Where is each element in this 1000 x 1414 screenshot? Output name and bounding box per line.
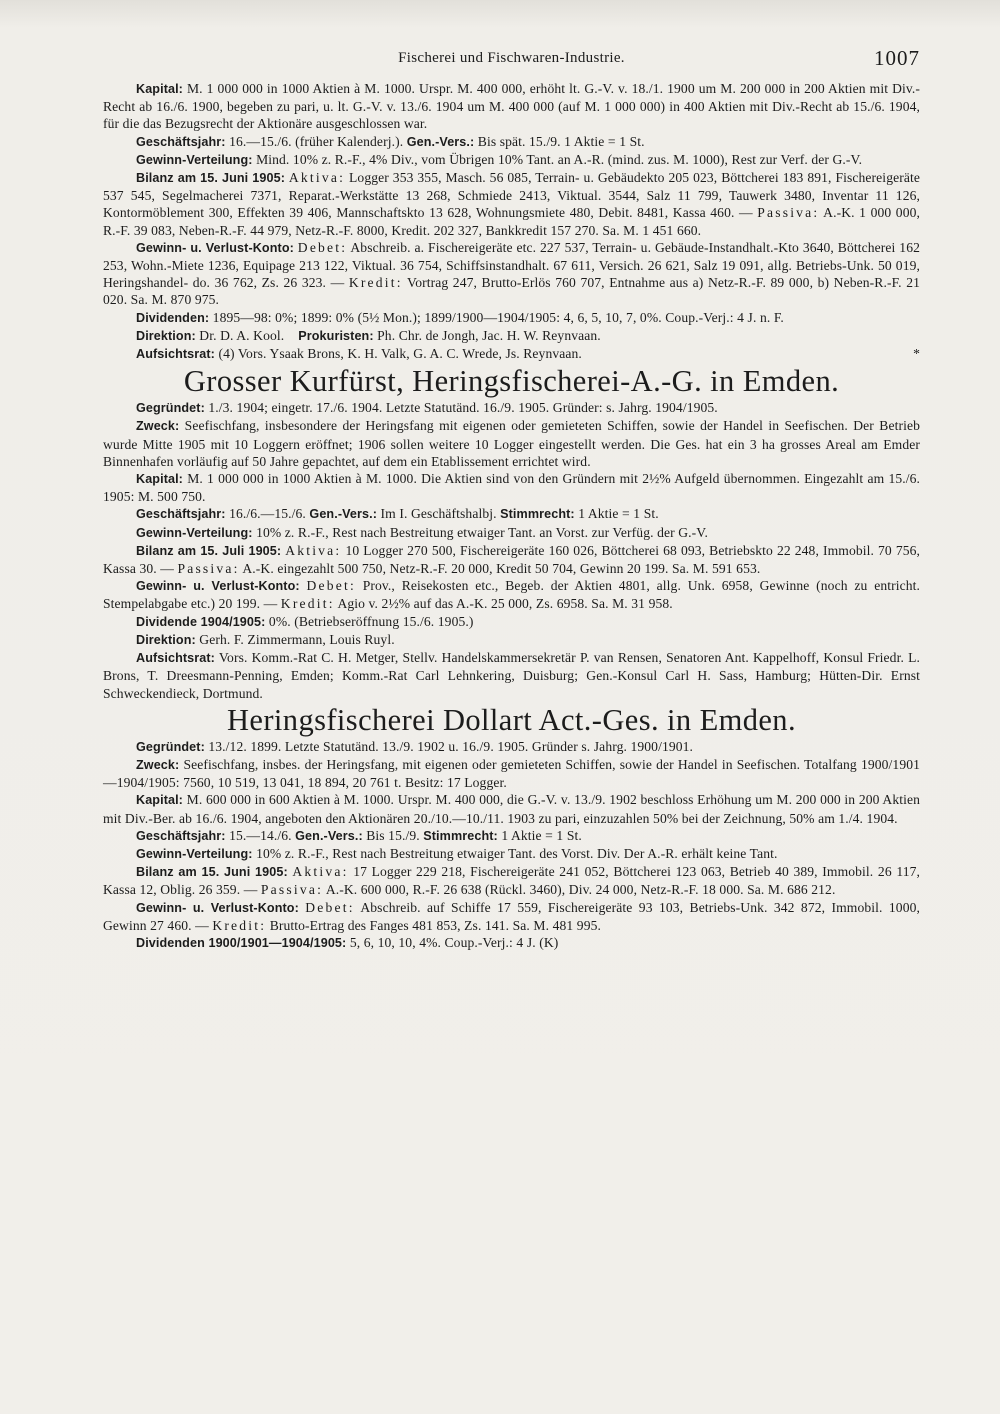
gen-vers-label: Gen.-Vers.: — [406, 134, 475, 149]
bilanz-label: Bilanz am 15. Juni 1905: — [136, 865, 288, 880]
prokuristen-text: Ph. Chr. de Jongh, Jac. H. W. Reynvaan. — [377, 327, 601, 343]
gewinn-verlust-paragraph — [103, 899, 920, 934]
passiva-word: Passiva: — [260, 882, 324, 898]
zweck-text: Seefischfang, insbes. der Heringsfang, mit eigenen oder gemieteten Schiffen, sowie der Handel in Seefischen. Totalfang 1900/1901—1904/1905: 7560, 10 519, 13 041, 18 894, 20 761 t. Besitz: 17 Logger. — [103, 756, 921, 791]
guv-kredit-text: Agio v. 2½% auf das A.-K. 25 000, Zs. 6958. Sa. M. 31 958. — [337, 596, 673, 612]
guv-debet-text: Abschreib. a. Fischereigeräte etc. 227 537, Terrain- u. Gebäude-Instandhalt.-Kto 3640, Böttcherei 162 253, Wohn.-Miete 1236, Equipage 213 122, Viktual. 36 754, Schiffsinstandhalt. 67 611, Versich. 26 621, Salz 19 091, allg. Betriebs-Unk. 50 019, Heringshandel- do. 36 762, Zs. 26 323. — — [103, 239, 920, 291]
guv-debet-text: Prov., Reisekosten etc., Begeb. der Aktien 4801, allg. Unk. 6958, Gewinne (noch zu entricht. Stempelabgabe etc.) 20 199. — — [103, 578, 921, 612]
kapital-paragraph — [103, 791, 920, 826]
entry-dollart — [103, 738, 920, 952]
stimmrecht-label: Stimmrecht: — [423, 828, 498, 843]
aufsichtsrat-text: (4) Vors. Ysaak Brons, K. H. Valk, G. A. C. Wrede, Js. Reynvaan. — [218, 346, 582, 362]
geschaeftsjahr-paragraph — [103, 827, 920, 845]
guv-kredit-text: Vortrag 247, Brutto-Erlös 760 707, Entnahme aus a) Netz-R.-F. 89 000, b) Neben-R.-F. 21 020. Sa. M. 870 975. — [103, 275, 920, 308]
zweck-label: Zweck: — [136, 757, 180, 772]
gen-vers-text: Bis 15./9. — [366, 827, 420, 843]
bilanz-aktiva-text: 17 Logger 229 218, Fischereigeräte 241 052, Böttcherei 123 063, Betrieb 40 389, Immobil. 26 117, Kassa 12, Oblig. 26 359. — — [103, 864, 921, 898]
gegruendet-text: 13./12. 1899. Letzte Statutänd. 13./9. 1902 u. 16./9. 1905. Gründer s. Jahrg. 1900/1901. — [208, 738, 694, 754]
dividenden-text: 1895—98: 0%; 1899: 0% (5½ Mon.); 1899/1900—1904/1905: 4, 6, 5, 10, 7, 0%. Coup.-Verj.: 4 J. n. F. — [212, 309, 784, 325]
gewinn-verteilung-text: Mind. 10% z. R.-F., 4% Div., vom Übrigen 10% Tant. an A.-R. (mind. zus. M. 1000), Rest zur Verf. der G.-V. — [256, 151, 863, 167]
gen-vers-label: Gen.-Vers.: — [295, 828, 363, 843]
bilanz-aktiva-text: 10 Logger 270 500, Fischereigeräte 160 026, Böttcherei 68 093, Betriebskto 22 248, Immobil. 70 756, Kassa 30. — — [103, 542, 921, 577]
dividenden-text: 5, 6, 10, 10, 4%. Coup.-Verj.: 4 J. (K) — [349, 934, 559, 950]
aktiva-word: Aktiva: — [285, 542, 342, 558]
running-title: Fischerei und Fischwaren-Industrie. — [398, 50, 625, 66]
geschaeftsjahr-paragraph — [103, 133, 920, 151]
gegruendet-label: Gegründet: — [136, 401, 205, 416]
stimmrecht-label: Stimmrecht: — [500, 507, 575, 522]
company-heading: Heringsfischerei Dollart Act.-Ges. in Emden. — [227, 702, 796, 737]
gen-vers-text: Im I. Geschäftshalbj. — [380, 506, 497, 522]
aktiva-word: Aktiva: — [288, 170, 346, 186]
bilanz-paragraph — [103, 542, 920, 577]
direktion-label: Direktion: — [136, 632, 196, 647]
kredit-word: Kredit: — [212, 917, 267, 933]
gegruendet-paragraph — [103, 738, 920, 756]
geschaeftsjahr-label: Geschäftsjahr: — [136, 828, 226, 843]
kapital-label: Kapital: — [136, 793, 183, 808]
entry-grosser-kurfuerst — [103, 399, 920, 701]
dividenden-label: Dividenden: — [136, 310, 210, 325]
gewinn-verteilung-paragraph — [103, 524, 920, 542]
gewinn-verlust-label: Gewinn- u. Verlust-Konto: — [136, 900, 299, 915]
gewinn-verlust-paragraph — [103, 239, 920, 309]
dividenden-paragraph — [103, 934, 920, 952]
direktion-text: Gerh. F. Zimmermann, Louis Ruyl. — [199, 631, 395, 647]
gewinn-verlust-label: Gewinn- u. Verlust-Konto: — [136, 579, 300, 594]
gen-vers-label: Gen.-Vers.: — [309, 507, 378, 522]
aktiva-word: Aktiva: — [292, 864, 349, 880]
kredit-word: Kredit: — [348, 275, 403, 291]
gewinn-verteilung-text: 10% z. R.-F., Rest nach Bestreitung etwaiger Tant. des Vorst. Div. Der A.-R. erhält keine Tant. — [256, 845, 778, 861]
geschaeftsjahr-label: Geschäftsjahr: — [136, 134, 226, 149]
bilanz-aktiva-text: Logger 353 355, Masch. 56 085, Terrain- u. Gebäudekto 205 023, Böttcherei 183 891, Fischereigeräte 537 545, Segelmacherei 7371, Reparat.-Werkstätte 13 268, Schmiede 2413, Viktual. 3544, Salz 11 799, Tauwerk 3480, Inventar 11 126, Kontormöblement 300, Effekten 39 406, Mannschaftskto 13 628, Wohnungsmiete 480, Debit. 8481, Kassa 460. — — [103, 170, 920, 221]
passiva-word: Passiva: — [757, 205, 820, 221]
geschaeftsjahr-text: 16./6.—15./6. — [229, 506, 306, 522]
kapital-paragraph — [103, 80, 920, 133]
bilanz-label: Bilanz am 15. Juni 1905: — [136, 171, 285, 186]
page-number: 1007 — [874, 46, 920, 70]
gewinn-verteilung-text: 10% z. R.-F., Rest nach Bestreitung etwaiger Tant. an Vorst. zur Verfüg. der G.-V. — [256, 524, 708, 540]
direktion-paragraph — [103, 327, 920, 345]
dividende-label: Dividende 1904/1905: — [136, 614, 266, 629]
aufsichtsrat-paragraph — [103, 345, 920, 363]
direktion-text: Dr. D. A. Kool. — [199, 327, 285, 343]
gegruendet-label: Gegründet: — [136, 739, 205, 754]
gewinn-verlust-label: Gewinn- u. Verlust-Konto: — [136, 240, 294, 255]
asterisk-mark: * — [913, 346, 920, 362]
dividenden-label: Dividenden 1900/1901—1904/1905: — [136, 935, 347, 950]
gewinn-verteilung-label: Gewinn-Verteilung: — [136, 525, 253, 540]
guv-kredit-text: Brutto-Ertrag des Fanges 481 853, Zs. 141. Sa. M. 481 995. — [269, 917, 601, 933]
gewinn-verteilung-paragraph — [103, 845, 920, 863]
geschaeftsjahr-paragraph — [103, 505, 920, 523]
kredit-word: Kredit: — [280, 596, 335, 612]
zweck-paragraph — [103, 417, 920, 470]
gegruendet-text: 1./3. 1904; eingetr. 17./6. 1904. Letzte Statutänd. 16./9. 1905. Gründer: s. Jahrg. 1904/1905. — [208, 400, 718, 416]
stimmrecht-text: 1 Aktie = 1 St. — [501, 827, 582, 843]
company-heading: Grosser Kurfürst, Heringsfischerei-A.-G. in Emden. — [183, 364, 840, 399]
kapital-label: Kapital: — [136, 472, 183, 487]
zweck-paragraph — [103, 756, 920, 791]
passiva-word: Passiva: — [177, 561, 240, 577]
bilanz-paragraph — [103, 863, 920, 898]
bilanz-paragraph — [103, 169, 920, 239]
debet-word: Debet: — [297, 239, 348, 255]
zweck-label: Zweck: — [136, 419, 180, 434]
debet-word: Debet: — [305, 899, 355, 915]
kapital-paragraph — [103, 470, 920, 505]
dividenden-paragraph — [103, 309, 920, 327]
aufsichtsrat-paragraph — [103, 649, 920, 702]
direktion-paragraph — [103, 631, 920, 649]
gewinn-verlust-paragraph — [103, 577, 920, 612]
stimmrecht-text: 1 Aktie = 1 St. — [578, 506, 659, 522]
kapital-text: M. 1 000 000 in 1000 Aktien à M. 1000. Die Aktien sind von den Gründern mit 2½% Aufgeld übernommen. Eingezahlt am 15./6. 1905: M. 500 750. — [103, 471, 921, 505]
geschaeftsjahr-text: 15.—14./6. — [229, 827, 292, 843]
geschaeftsjahr-label: Geschäftsjahr: — [136, 507, 226, 522]
aufsichtsrat-label: Aufsichtsrat: — [136, 651, 215, 666]
zweck-text: Seefischfang, insbesondere der Heringsfang mit eigenen oder gemieteten Schiffen, sowie der Handel in Seefischen. Der Betrieb wurde Mitte 1905 mit 10 Loggern eröffnet; 1906 sollen weitere 10 Logger eingestellt werden. Die Ges. hat ein 3 ha grosses Areal am Emder Binnenhafen vorläufig auf 50 Jahre gepachtet, auf dem ein Etablissement errichtet wird. — [103, 418, 920, 469]
bilanz-passiva-text: A.-K. 600 000, R.-F. 26 638 (Rückl. 3460), Div. 24 000, Netz-R.-F. 18 000. Sa. M. 686 212. — [325, 882, 836, 898]
bilanz-label: Bilanz am 15. Juli 1905: — [136, 543, 282, 558]
gewinn-verteilung-label: Gewinn-Verteilung: — [136, 152, 253, 167]
bilanz-passiva-text: A.-K. eingezahlt 500 750, Netz-R.-F. 20 000, Kredit 50 704, Gewinn 20 199. Sa. M. 591 653. — [242, 561, 761, 577]
running-head — [103, 46, 920, 80]
kapital-text: M. 600 000 in 600 Aktien à M. 1000. Urspr. M. 400 000, die G.-V. v. 13./9. 1902 beschloss Erhöhung um M. 200 000 in 200 Aktien mit Div.-Ber. ab 16./6. 1904, angeboten den Aktionären 20./10.—10./11. 1903 zu pari, einzuzahlen 50% bei der Zeichnung, 50% am 1./4. 1904. — [103, 792, 921, 826]
aufsichtsrat-text: Vors. Komm.-Rat C. H. Metger, Stellv. Handelskammersekretär P. van Rensen, Senatoren Ant. Kappelhoff, Konsul Friedr. L. Brons, T. Dreesmann-Penning, Emden; Komm.-Rat Carl Lehnkering, Duisburg; Gen.-Konsul Carl H. Sass, Hamburg; Hütten-Dir. Ernst Schweckendieck, Dortmund. — [103, 650, 920, 701]
gegruendet-paragraph — [103, 399, 920, 417]
guv-debet-text: Abschreib. auf Schiffe 17 559, Fischereigeräte 93 103, Betriebs-Unk. 342 872, Immobil. 1000, Gewinn 27 460. — — [103, 899, 920, 933]
direktion-label: Direktion: — [136, 328, 196, 343]
kapital-label: Kapital: — [136, 82, 183, 96]
gewinn-verteilung-label: Gewinn-Verteilung: — [136, 846, 253, 861]
prokuristen-label: Prokuristen: — [298, 328, 374, 343]
gen-vers-text: Bis spät. 15./9. 1 Aktie = 1 St. — [477, 133, 645, 149]
gewinn-verteilung-paragraph — [103, 151, 920, 169]
entry-continued — [103, 80, 920, 363]
dividende-paragraph — [103, 613, 920, 631]
dividende-text: 0%. (Betriebseröffnung 15./6. 1905.) — [268, 613, 474, 629]
geschaeftsjahr-text: 16.—15./6. (früher Kalenderj.). — [229, 133, 404, 149]
aufsichtsrat-label: Aufsichtsrat: — [136, 347, 215, 362]
bilanz-passiva-text: A.-K. 1 000 000, R.-F. 39 083, Neben-R.-F. 44 979, Netz-R.-F. 8000, Kredit. 202 327, Bankkredit 157 270. Sa. M. 1 451 660. — [103, 205, 920, 238]
kapital-text: M. 1 000 000 in 1000 Aktien à M. 1000. Urspr. M. 400 000, erhöht lt. G.-V. v. 18./1. 1900 um M. 200 000 in 200 Aktien mit Div.-Recht ab 16./6. 1900, begeben zu pari, u. lt. G.-V. v. 13./6. 1904 um M. 400 000 (auf M. 1 000 000) in 400 Aktien mit Div.-Recht ab 15./6. 1904, für die das Bezugsrecht der Aktionäre ausgeschlossen war. — [103, 81, 920, 132]
debet-word: Debet: — [306, 578, 356, 594]
